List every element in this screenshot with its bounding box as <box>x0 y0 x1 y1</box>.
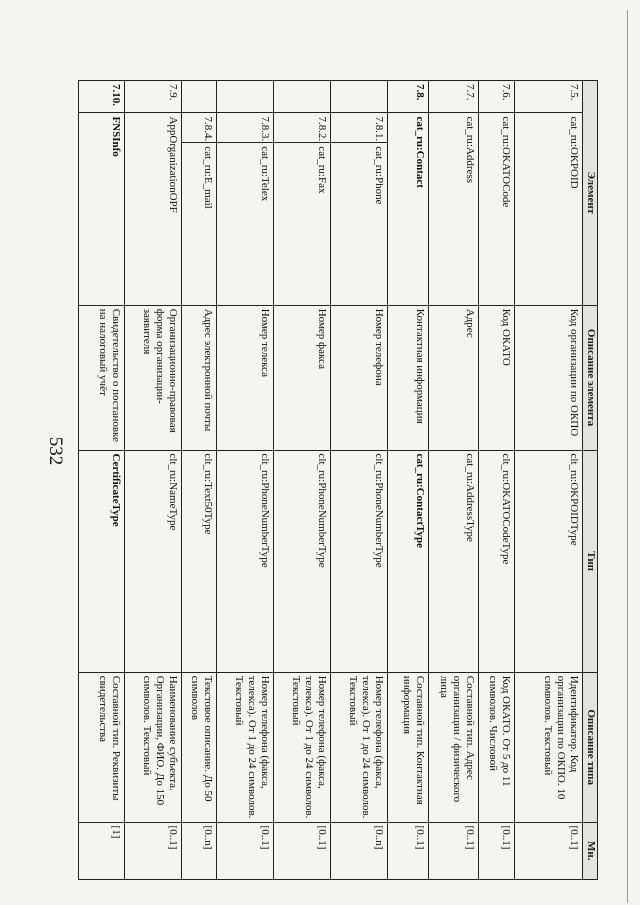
element-name: cat_ru:Fax <box>274 143 331 305</box>
multiplicity: [0..1] <box>429 822 479 879</box>
header-type-description: Описание типа <box>583 672 598 822</box>
multiplicity: [0..1] <box>514 822 582 879</box>
element-type: clt_ru:PhoneNumberType <box>274 450 331 672</box>
multiplicity: [0..1] <box>217 822 274 879</box>
header-type: Тип <box>583 450 598 672</box>
element-type: clt_ru:PhoneNumberType <box>217 450 274 672</box>
element-description: Адрес <box>429 305 479 450</box>
element-name: cat_ru:Contact <box>388 113 429 305</box>
indent-cell <box>181 81 216 113</box>
table-row <box>274 81 331 880</box>
element-type: clt_ru:OKATOCodeType <box>479 450 514 672</box>
table-header-row <box>583 81 598 880</box>
element-description: Код организации по ОКПО <box>514 305 582 450</box>
multiplicity: [0..1] <box>274 822 331 879</box>
element-description: Контактная информация <box>388 305 429 450</box>
type-description: Код ОКАТО. От 5 до 11 символов. Числовой <box>479 672 514 822</box>
row-number: 7.8.4. <box>181 113 216 143</box>
row-number: 7.8.3. <box>217 113 274 143</box>
table-row <box>331 81 388 880</box>
rotated-table-container <box>78 80 598 880</box>
row-number: 7.5. <box>514 81 582 113</box>
table-row <box>181 81 216 880</box>
row-number: 7.9. <box>124 81 181 113</box>
table-row <box>388 81 429 880</box>
multiplicity: [0..n] <box>331 822 388 879</box>
row-number: 7.8.1. <box>331 113 388 143</box>
table-row <box>124 81 181 880</box>
element-name: cat_ru:Phone <box>331 143 388 305</box>
element-type: CertificateType <box>79 450 125 672</box>
element-description: Номер телефона <box>331 305 388 450</box>
multiplicity: [0..n] <box>181 822 216 879</box>
type-description: Составной тип. Контактная информация <box>388 672 429 822</box>
row-number: 7.6. <box>479 81 514 113</box>
multiplicity: [0..1] <box>479 822 514 879</box>
element-name: cat_ru:OKATOCode <box>479 113 514 305</box>
element-name: AppOrganizationOPF <box>124 113 181 305</box>
multiplicity: [1] <box>79 822 125 879</box>
type-description: Идентификатор. Код организации по ОКПО. 10 символов. Текстовый <box>514 672 582 822</box>
element-description: Свидетельство о постановке на налоговый учёт <box>79 305 125 450</box>
element-type: cat_ru:ContactType <box>388 450 429 672</box>
table-row <box>79 81 125 880</box>
row-number: 7.8.2. <box>274 113 331 143</box>
page-edge-rule <box>627 10 640 903</box>
row-number: 7.10. <box>79 81 125 113</box>
type-description: Наименование субъекта. Организации, ФИО. До 150 символов. Текстовый <box>124 672 181 822</box>
table-row <box>429 81 479 880</box>
type-description: Составной тип. Адрес организации / физического лица <box>429 672 479 822</box>
element-description: Организационно-правовая форма организации-заявителя <box>124 305 181 450</box>
element-type: clt_ru:PhoneNumberType <box>331 450 388 672</box>
indent-cell <box>217 81 274 113</box>
type-description: Текстовое описание. До 50 символов <box>181 672 216 822</box>
page-number: 532 <box>45 436 66 466</box>
element-name: FNSInfo <box>79 113 125 305</box>
element-name: cat_ru:E_mail <box>181 143 216 305</box>
element-description: Адрес электронной почты <box>181 305 216 450</box>
type-description: Составной тип. Реквизиты свидетельства <box>79 672 125 822</box>
row-number: 7.7. <box>429 81 479 113</box>
table-row <box>479 81 514 880</box>
indent-cell <box>274 81 331 113</box>
element-description: Номер телекса <box>217 305 274 450</box>
element-type: cat_ru:AddressType <box>429 450 479 672</box>
element-name: cat_ru:Address <box>429 113 479 305</box>
element-type: clt_ru:OKPOIDType <box>514 450 582 672</box>
header-element-description: Описание элемента <box>583 305 598 450</box>
element-description: Код ОКАТО <box>479 305 514 450</box>
table-row <box>514 81 582 880</box>
element-name: cat_ru:Telex <box>217 143 274 305</box>
header-multiplicity: Мн. <box>583 822 598 879</box>
multiplicity: [0..1] <box>124 822 181 879</box>
header-element: Элемент <box>583 81 598 306</box>
indent-cell <box>331 81 388 113</box>
elements-table <box>78 80 598 880</box>
multiplicity: [0..1] <box>388 822 429 879</box>
element-type: clt_ru:NameType <box>124 450 181 672</box>
type-description: Номер телефона (факса, телекса). От 1 до 24 символов. Текстовый <box>217 672 274 822</box>
element-description: Номер факса <box>274 305 331 450</box>
type-description: Номер телефона (факса, телекса). От 1 до 24 символов. Текстовый <box>331 672 388 822</box>
type-description: Номер телефона (факса, телекса). От 1 до 24 символов. Текстовый <box>274 672 331 822</box>
element-name: cat_ru:OKPOID <box>514 113 582 305</box>
table-row <box>217 81 274 880</box>
element-type: clt_ru:Text50Type <box>181 450 216 672</box>
row-number: 7.8. <box>388 81 429 113</box>
